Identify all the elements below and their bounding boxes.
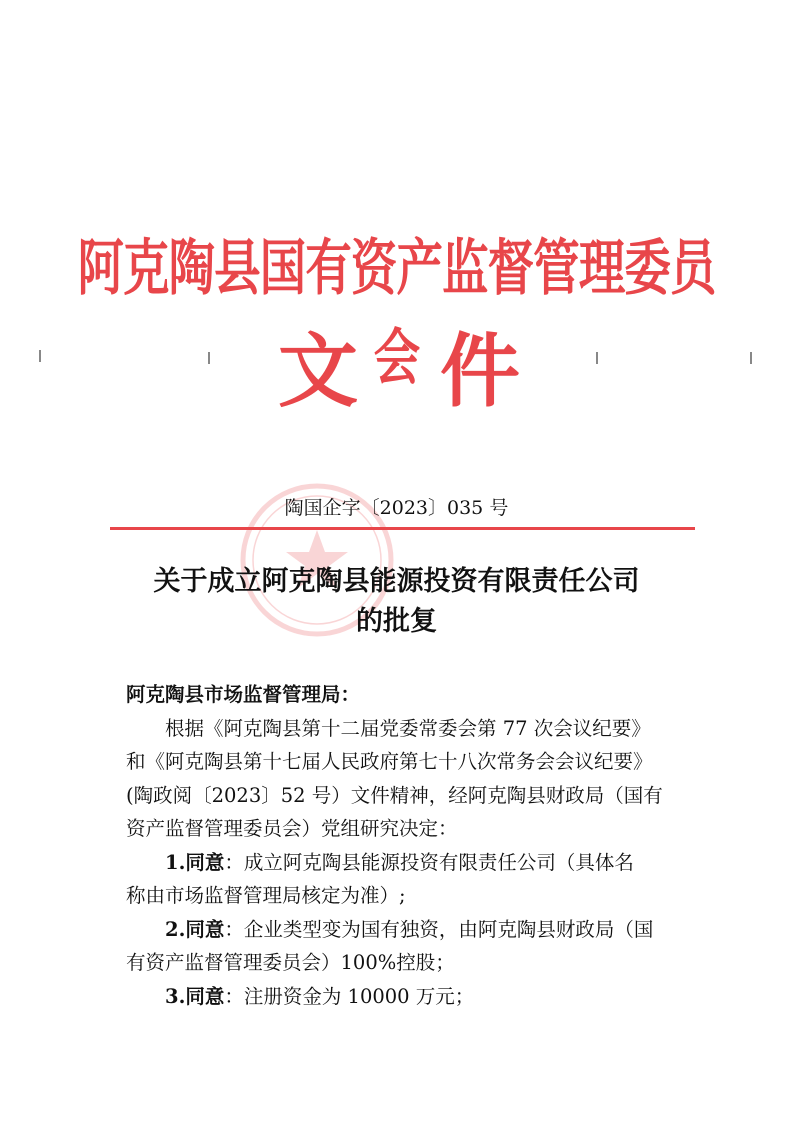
intro-line-4: 资产监督管理委员会）党组研究决定： <box>126 817 458 840</box>
document-number: 陶国企字〔2023〕035 号 <box>284 497 509 519</box>
document-type-heading <box>0 326 793 416</box>
issuer-name: 阿克陶县国有资产监督管理委员会 <box>77 231 716 393</box>
item-3-text: ：注册资金为 10000 万元； <box>224 984 475 1008</box>
header-red-divider <box>110 527 695 530</box>
doc-type-char-1: 文 <box>278 324 358 418</box>
document-title <box>0 562 793 642</box>
item-2-line-1 <box>126 913 686 947</box>
item-3-label: 3.同意 <box>165 984 225 1008</box>
intro-line-3: (陶政阅〔2023〕52 号）文件精神，经阿克陶县财政局（国有 <box>126 783 663 807</box>
intro-line-1: 根据《阿克陶县第十二届党委常委会第 77 次会议纪要》 <box>165 716 651 740</box>
item-2-line-2: 有资产监督管理委员会）100%控股； <box>126 951 455 974</box>
item-1-line-1 <box>126 846 686 880</box>
intro-line-2: 和《阿克陶县第十七届人民政府第七十八次常务会会议纪要》 <box>126 750 653 773</box>
item-1-text: ：成立阿克陶县能源投资有限责任公司（具体名 <box>224 850 634 874</box>
item-2-label: 2.同意 <box>165 917 225 941</box>
item-2-text: ：企业类型变为国有独资，由阿克陶县财政局（国 <box>224 917 654 941</box>
item-1-label: 1.同意 <box>165 850 225 874</box>
item-3-line-1 <box>126 980 686 1014</box>
title-line-2: 的批复 <box>356 606 437 637</box>
doc-type-char-2: 件 <box>440 324 520 418</box>
item-1-line-2: 称由市场监督管理局核定为准）; <box>126 884 406 907</box>
title-line-1: 关于成立阿克陶县能源投资有限责任公司 <box>153 566 640 597</box>
document-body <box>126 678 686 1013</box>
salutation: 阿克陶县市场监督管理局： <box>126 683 361 706</box>
